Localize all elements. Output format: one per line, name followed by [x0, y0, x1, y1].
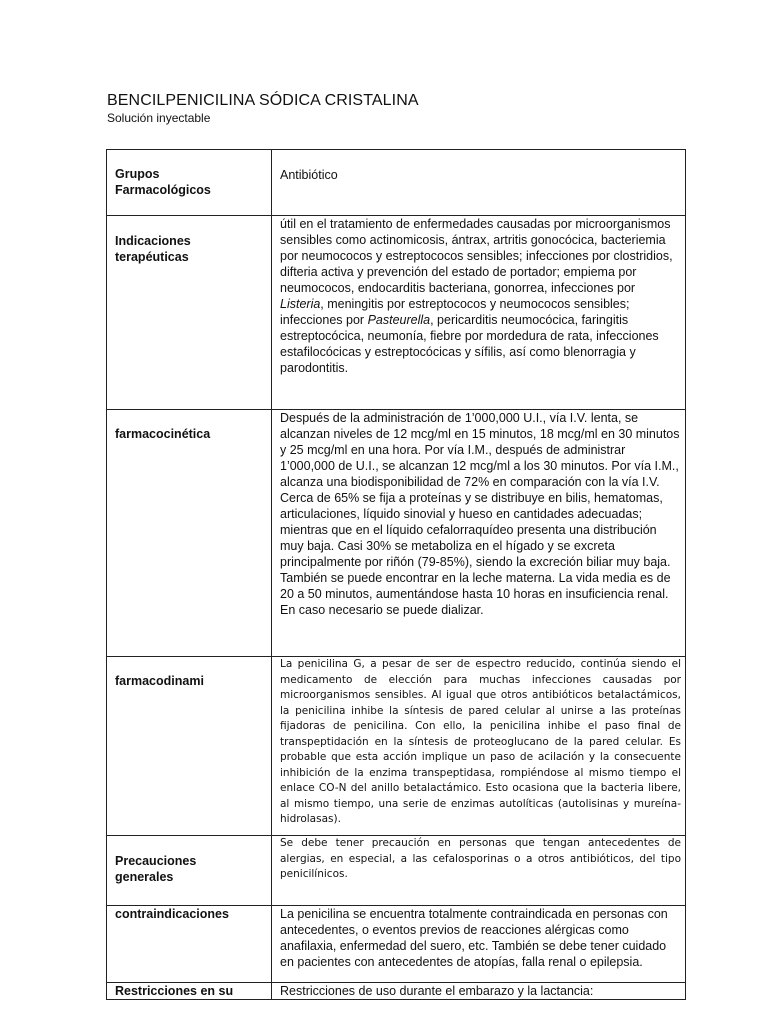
row-value: La penicilina G, a pesar de ser de espectro reducido, continúa siendo el medicamento de elección para muchas infecciones causadas por microorganismos sensibles. Al igual que otros antibióticos betalactámicos, la penicilina inhibe la síntesis de pared celular al unirse a las proteínas fijadoras de penicilina. Con ello, la penicilina inhibe el paso final de transpeptidación en la síntesis de proteoglucano de la pared celular. Es probable que esta acción implique un paso de acilación y la consecuente inhibición de la enzima transpeptidasa, rompiéndose al mismo tiempo el enlace CO-N del anillo betalactámico. Esto ocasiona que la bacteria libere, al mismo tiempo, una serie de enzimas autolíticas (autolisinas y mureína-hidrolasas).	[272, 657, 686, 836]
row-label	[107, 983, 272, 1000]
table-row-farmacocinetica	[107, 410, 686, 657]
row-label-line: generales	[115, 870, 174, 884]
table-row-indicaciones	[107, 216, 686, 410]
row-value: Se debe tener precaución en personas que tengan antecedentes de alergias, en especial, a las cefalosporinas o a otros antibióticos, del tipo penicilínicos.	[272, 836, 686, 906]
row-label-line: farmacodinami	[115, 674, 204, 688]
table-row-farmacodinamia	[107, 657, 686, 836]
table-row-restricciones	[107, 983, 686, 1000]
organism-name: Pasteurella	[367, 313, 431, 327]
row-label	[107, 150, 272, 216]
row-label-line: Precauciones	[115, 854, 197, 868]
organism-name: Listeria	[280, 297, 321, 311]
row-label-line: Restricciones en su	[115, 984, 234, 998]
row-value: Antibiótico	[272, 150, 686, 216]
table-row-contraindicaciones	[107, 906, 686, 983]
row-value: Después de la administración de 1’000,000 U.I., vía I.V. lenta, se alcanzan niveles de 12 mcg/ml en 15 minutos, 18 mcg/ml en 30 minutos y 25 mcg/ml en una hora. Por vía I.M., después de administrar 1’000,000 de U.I., se alcanzan 12 mcg/ml a los 30 minutos. Por vía I.M., alcanza una biodisponibilidad de 72% en comparación con la vía I.V. Cerca de 65% se fija a proteínas y se distribuye en bilis, hematomas, articulaciones, líquido sinovial y hueso en cantidades adecuadas; mientras que en el líquido cefalorraquídeo presenta una distribución muy baja. Casi 30% se metaboliza en el hígado y se excreta principalmente por riñón (79-85%), siendo la excreción biliar muy baja. También se puede encontrar en la leche materna. La vida media es de 20 a 50 minutos, aumentándose hasta 10 horas en insuficiencia renal. En caso necesario se puede dializar.	[272, 410, 686, 657]
text-segment: útil en el tratamiento de enfermedades causadas por microorganismos sensibles como actinomicosis, ántrax, artritis gonocócica, bacteriemia por neumococos y estreptococos sensibles; infecciones por clostridios, difteria activa y prevención del estado de portador; empiema por neumococos, endocarditis bacteriana, gonorrea, infecciones por	[280, 217, 673, 295]
row-label	[107, 410, 272, 657]
table-row-precauciones	[107, 836, 686, 906]
document-title: BENCILPENICILINA SÓDICA CRISTALINA	[107, 92, 419, 109]
row-label	[107, 906, 272, 983]
row-label-line: contraindicaciones	[115, 907, 229, 921]
row-value: La penicilina se encuentra totalmente contraindicada en personas con antecedentes, o eventos previos de reacciones alérgicas como anafilaxia, enfermedad del suero, etc. También se debe tener cuidado en pacientes con antecedentes de atopías, falla renal o epilepsia.	[272, 906, 686, 983]
row-label-line: farmacocinética	[115, 427, 211, 441]
row-label-line: Grupos	[115, 167, 160, 181]
text-segment: , pericarditis neumocócica, faringitis estreptocócica, neumonía, fiebre por mordedura de rata, infecciones estafilocócicas y estreptocócicas y sífilis, así como blenorragia y parodontitis.	[280, 313, 659, 375]
document-subtitle: Solución inyectable	[107, 111, 211, 125]
row-value	[272, 216, 686, 410]
row-label	[107, 657, 272, 836]
row-label-line: Indicaciones	[115, 234, 191, 248]
row-label-line: terapéuticas	[115, 250, 189, 264]
table-row-grupos-farmacologicos	[107, 150, 686, 216]
row-label	[107, 216, 272, 410]
row-value: Restricciones de uso durante el embarazo y la lactancia:	[272, 983, 686, 1000]
drug-monograph-table	[106, 149, 686, 1000]
text-segment: , meningitis por estreptococos y neumococos sensibles; infecciones por	[280, 297, 630, 327]
row-label-line: Farmacológicos	[115, 183, 211, 197]
row-label	[107, 836, 272, 906]
